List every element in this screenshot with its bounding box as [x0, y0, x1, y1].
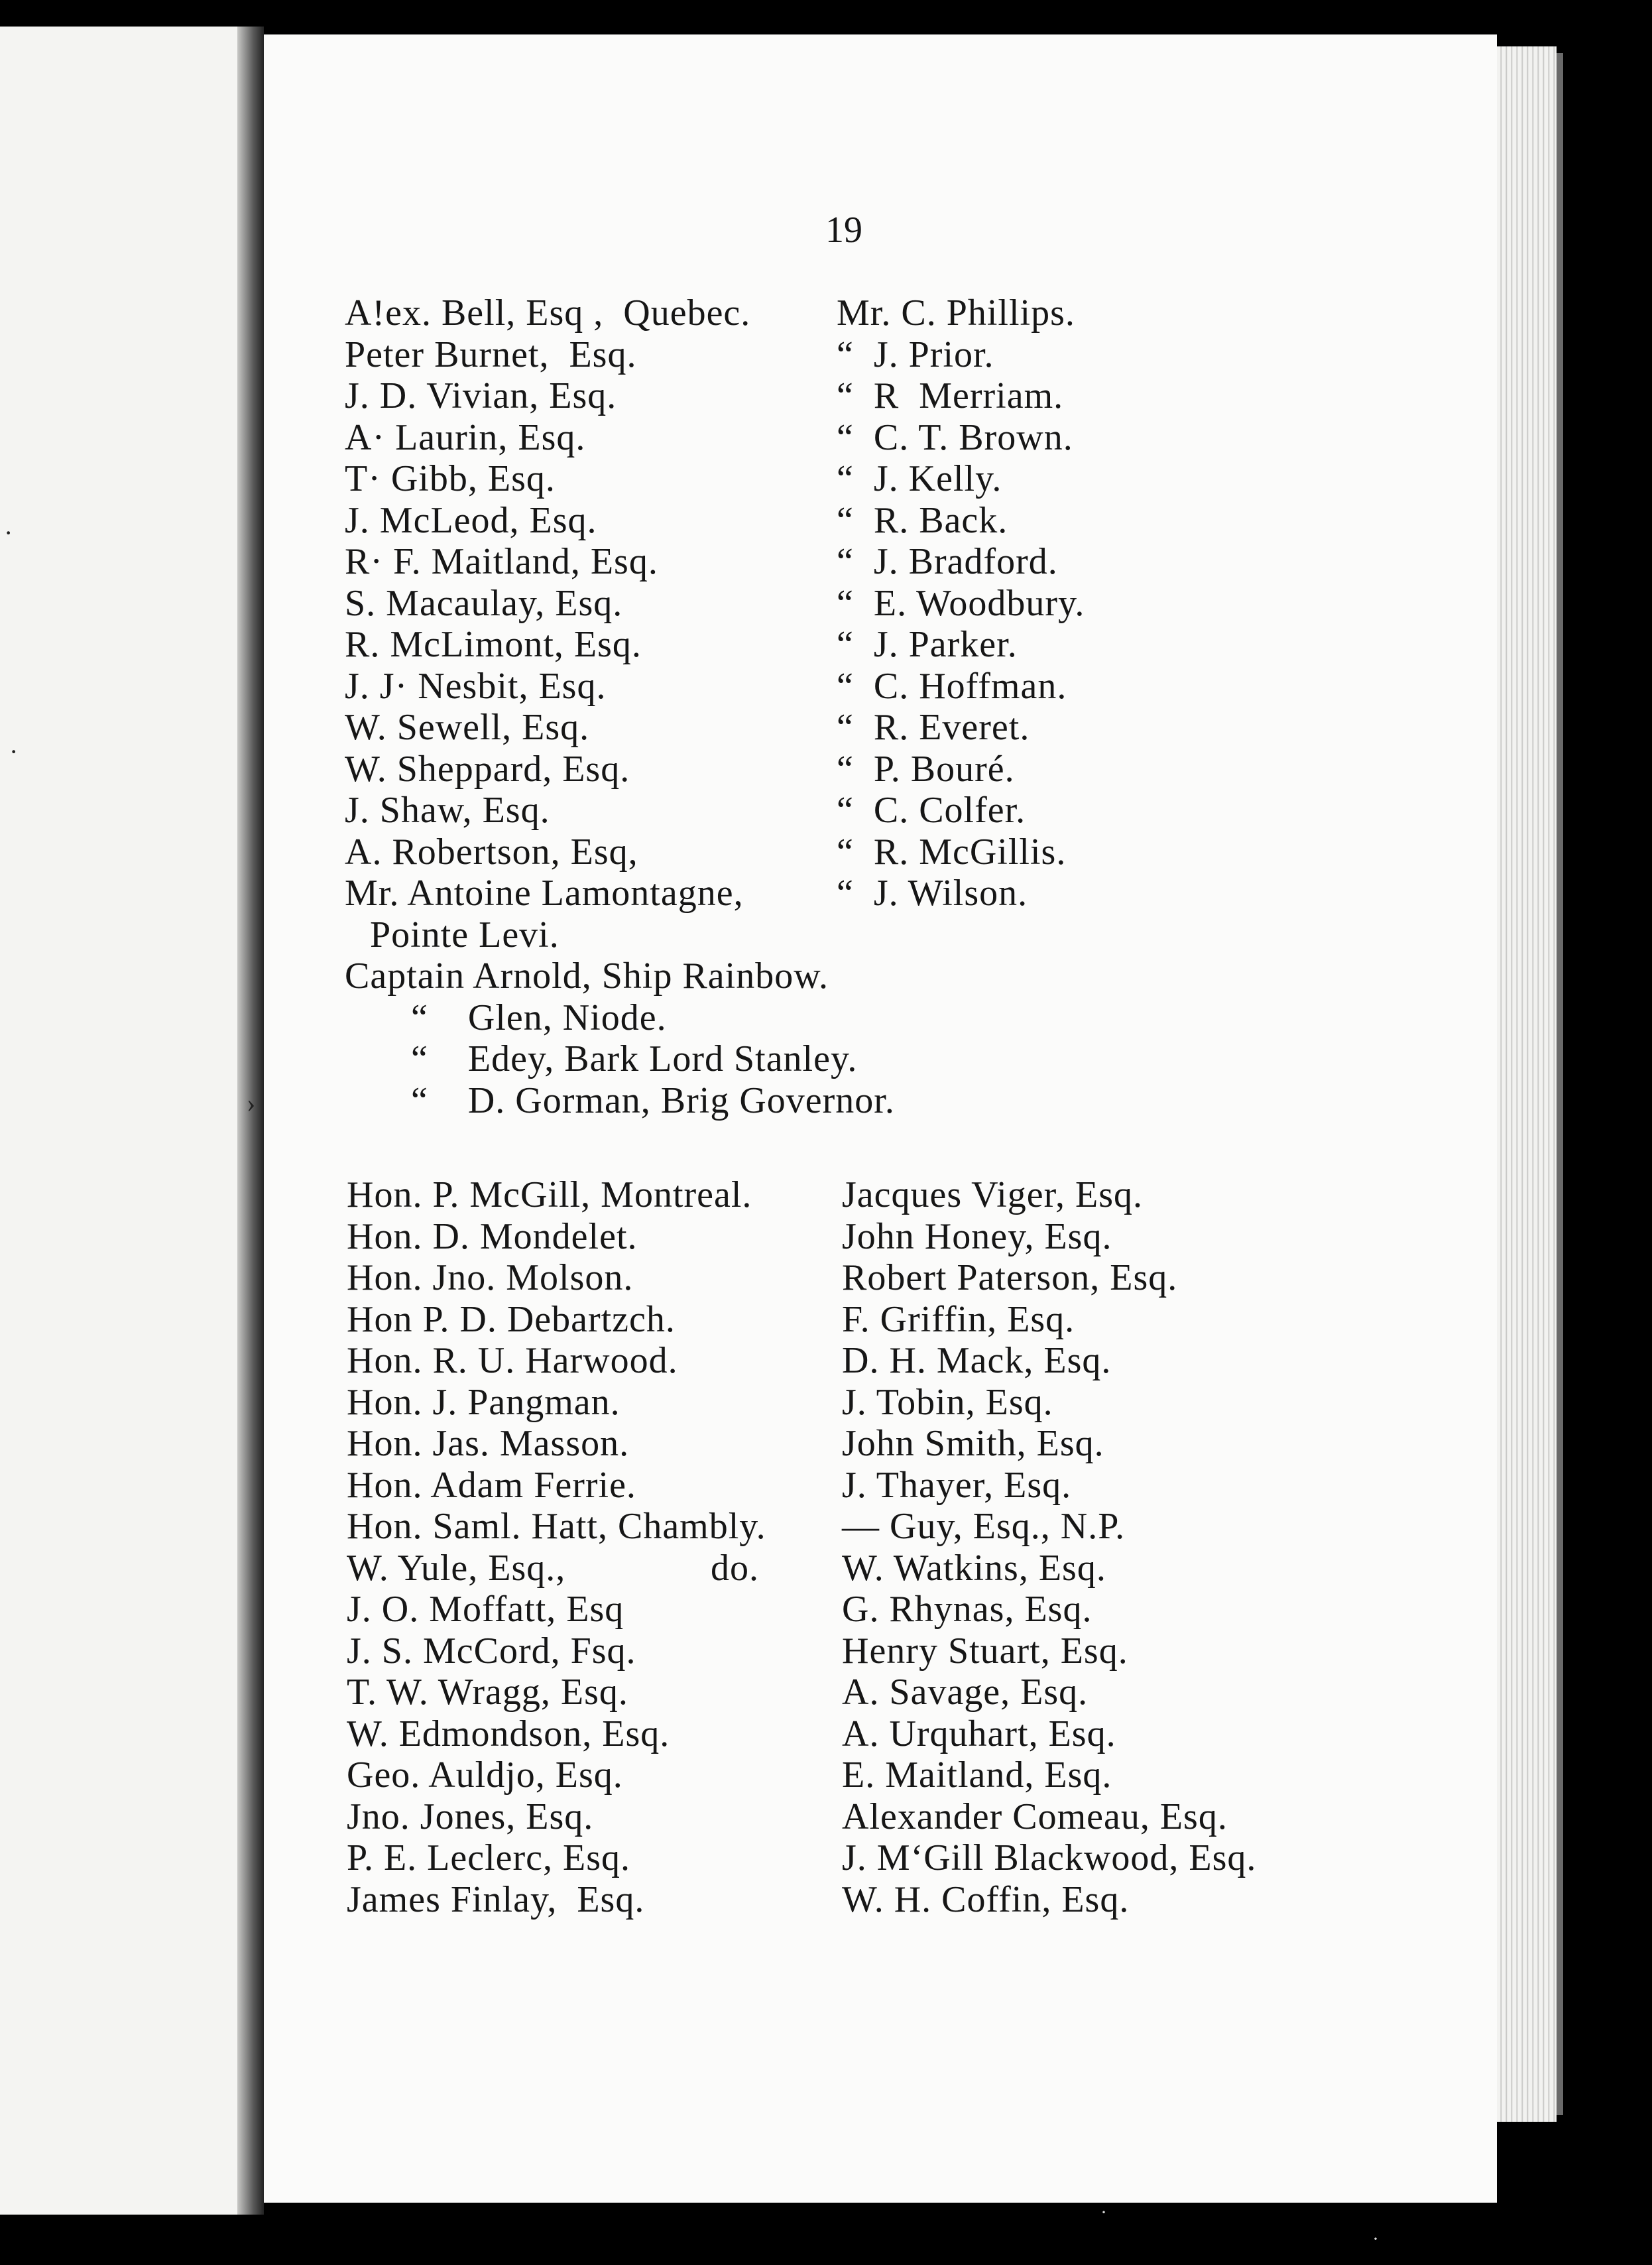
subscriber-entry: “ J. Wilson. [837, 873, 1028, 914]
ditto-mark: do. [711, 1547, 759, 1589]
captain-entry: “ D. Gorman, Brig Governor. [411, 1079, 895, 1121]
subscriber-entry: Robert Paterson, Esq. [842, 1257, 1178, 1298]
subscriber-entry: A!ex. Bell, Esq , Quebec. [345, 292, 751, 334]
subscriber-entry: Jacques Viger, Esq. [842, 1174, 1144, 1215]
subscriber-entry: “ C. Colfer. [837, 790, 1026, 831]
subscriber-entry: Mr. Antoine Lamontagne, [345, 873, 744, 914]
subscriber-entry: Henry Stuart, Esq. [842, 1630, 1128, 1672]
subscriber-entry: Hon. R. U. Harwood. [347, 1340, 678, 1381]
subscriber-entry: R· F. Maitland, Esq. [345, 541, 658, 582]
subscriber-entry: T· Gibb, Esq. [345, 458, 556, 499]
subscriber-entry-continuation: Pointe Levi. [370, 914, 560, 955]
subscriber-entry: Jno. Jones, Esq. [347, 1796, 594, 1837]
subscriber-entry: P. E. Leclerc, Esq. [347, 1837, 630, 1878]
subscriber-entry: John Honey, Esq. [842, 1215, 1112, 1257]
subscriber-entry: Mr. C. Phillips. [837, 292, 1075, 334]
captain-entry: Captain Arnold, Ship Rainbow. [345, 955, 829, 997]
subscriber-entry: J. Tobin, Esq. [842, 1381, 1053, 1423]
subscriber-entry: J. M‘Gill Blackwood, Esq. [842, 1837, 1257, 1878]
page-edge-shadow [1557, 53, 1563, 2115]
subscriber-entry: Hon. D. Mondelet. [347, 1215, 638, 1257]
subscriber-entry: “ E. Woodbury. [837, 582, 1085, 624]
page-edges [1497, 46, 1557, 2122]
subscriber-entry: J. J· Nesbit, Esq. [345, 665, 607, 707]
subscriber-entry: “ C. T. Brown. [837, 416, 1073, 458]
subscriber-entry: “ R. McGillis. [837, 831, 1067, 873]
subscriber-entry: John Smith, Esq. [842, 1423, 1104, 1464]
subscriber-entry: J. Thayer, Esq. [842, 1464, 1072, 1506]
subscriber-entry: Peter Burnet, Esq. [345, 334, 637, 375]
subscriber-entry: Hon. J. Pangman. [347, 1381, 620, 1423]
page-number: 19 [825, 210, 862, 251]
scan-speck: · [1372, 2228, 1379, 2250]
subscriber-entry: D. H. Mack, Esq. [842, 1340, 1112, 1381]
subscriber-entry: “ R. Back. [837, 499, 1008, 541]
subscriber-entry: Hon. Adam Ferrie. [347, 1464, 636, 1506]
subscriber-entry: “ J. Prior. [837, 334, 994, 375]
subscriber-entry: J. Shaw, Esq. [345, 790, 550, 831]
subscriber-entry: W. Yule, Esq., [347, 1547, 566, 1589]
subscriber-entry: “ J. Kelly. [837, 458, 1002, 499]
margin-mark: · [4, 518, 13, 548]
subscriber-entry: T. W. Wragg, Esq. [347, 1672, 628, 1713]
margin-mark: · [9, 737, 19, 766]
subscriber-entry: J. S. McCord, Fsq. [347, 1630, 636, 1672]
subscriber-entry: A. Urquhart, Esq. [842, 1713, 1116, 1754]
margin-mark: › [247, 1088, 256, 1118]
subscriber-entry: Hon P. D. Debartzch. [347, 1298, 676, 1340]
subscriber-entry: S. Macaulay, Esq. [345, 582, 623, 624]
subscriber-entry: F. Griffin, Esq. [842, 1298, 1075, 1340]
subscriber-entry: “ C. Hoffman. [837, 665, 1067, 707]
subscriber-entry: W. Sheppard, Esq. [345, 748, 630, 790]
captain-entry: “ Glen, Niode. [411, 997, 667, 1038]
captain-entry: “ Edey, Bark Lord Stanley. [411, 1038, 858, 1079]
subscriber-entry: J. O. Moffatt, Esq [347, 1589, 624, 1630]
subscriber-entry: J. McLeod, Esq. [345, 499, 597, 541]
subscriber-entry: Hon. Saml. Hatt, Chambly. [347, 1506, 766, 1547]
subscriber-entry: E. Maitland, Esq. [842, 1754, 1112, 1796]
scan-speck: · [1100, 2201, 1107, 2223]
book-gutter [237, 27, 264, 2215]
subscriber-entry: R. McLimont, Esq. [345, 624, 642, 665]
subscriber-entry: J. D. Vivian, Esq. [345, 375, 617, 416]
subscriber-entry: A. Robertson, Esq, [345, 831, 638, 873]
subscriber-entry: “ J. Bradford. [837, 541, 1058, 582]
subscriber-entry: A. Savage, Esq. [842, 1672, 1089, 1713]
subscriber-entry: Hon. P. McGill, Montreal. [347, 1174, 752, 1215]
subscriber-entry: “ P. Bouré. [837, 748, 1015, 790]
subscriber-entry: “ R Merriam. [837, 375, 1064, 416]
subscriber-entry: James Finlay, Esq. [347, 1878, 645, 1920]
subscriber-entry: G. Rhynas, Esq. [842, 1589, 1092, 1630]
subscriber-entry: “ R. Everet. [837, 707, 1030, 748]
subscriber-entry: W. H. Coffin, Esq. [842, 1878, 1130, 1920]
subscriber-entry: Hon. Jno. Molson. [347, 1257, 634, 1298]
subscriber-entry: Geo. Auldjo, Esq. [347, 1754, 623, 1796]
subscriber-entry: W. Edmondson, Esq. [347, 1713, 670, 1754]
subscriber-entry: W. Watkins, Esq. [842, 1547, 1106, 1589]
subscriber-entry: “ J. Parker. [837, 624, 1018, 665]
subscriber-entry: W. Sewell, Esq. [345, 707, 590, 748]
subscriber-entry: — Guy, Esq., N.P. [842, 1506, 1126, 1547]
subscriber-entry: Hon. Jas. Masson. [347, 1423, 630, 1464]
subscriber-entry: A· Laurin, Esq. [345, 416, 586, 458]
subscriber-entry: Alexander Comeau, Esq. [842, 1796, 1228, 1837]
facing-page [0, 27, 245, 2215]
